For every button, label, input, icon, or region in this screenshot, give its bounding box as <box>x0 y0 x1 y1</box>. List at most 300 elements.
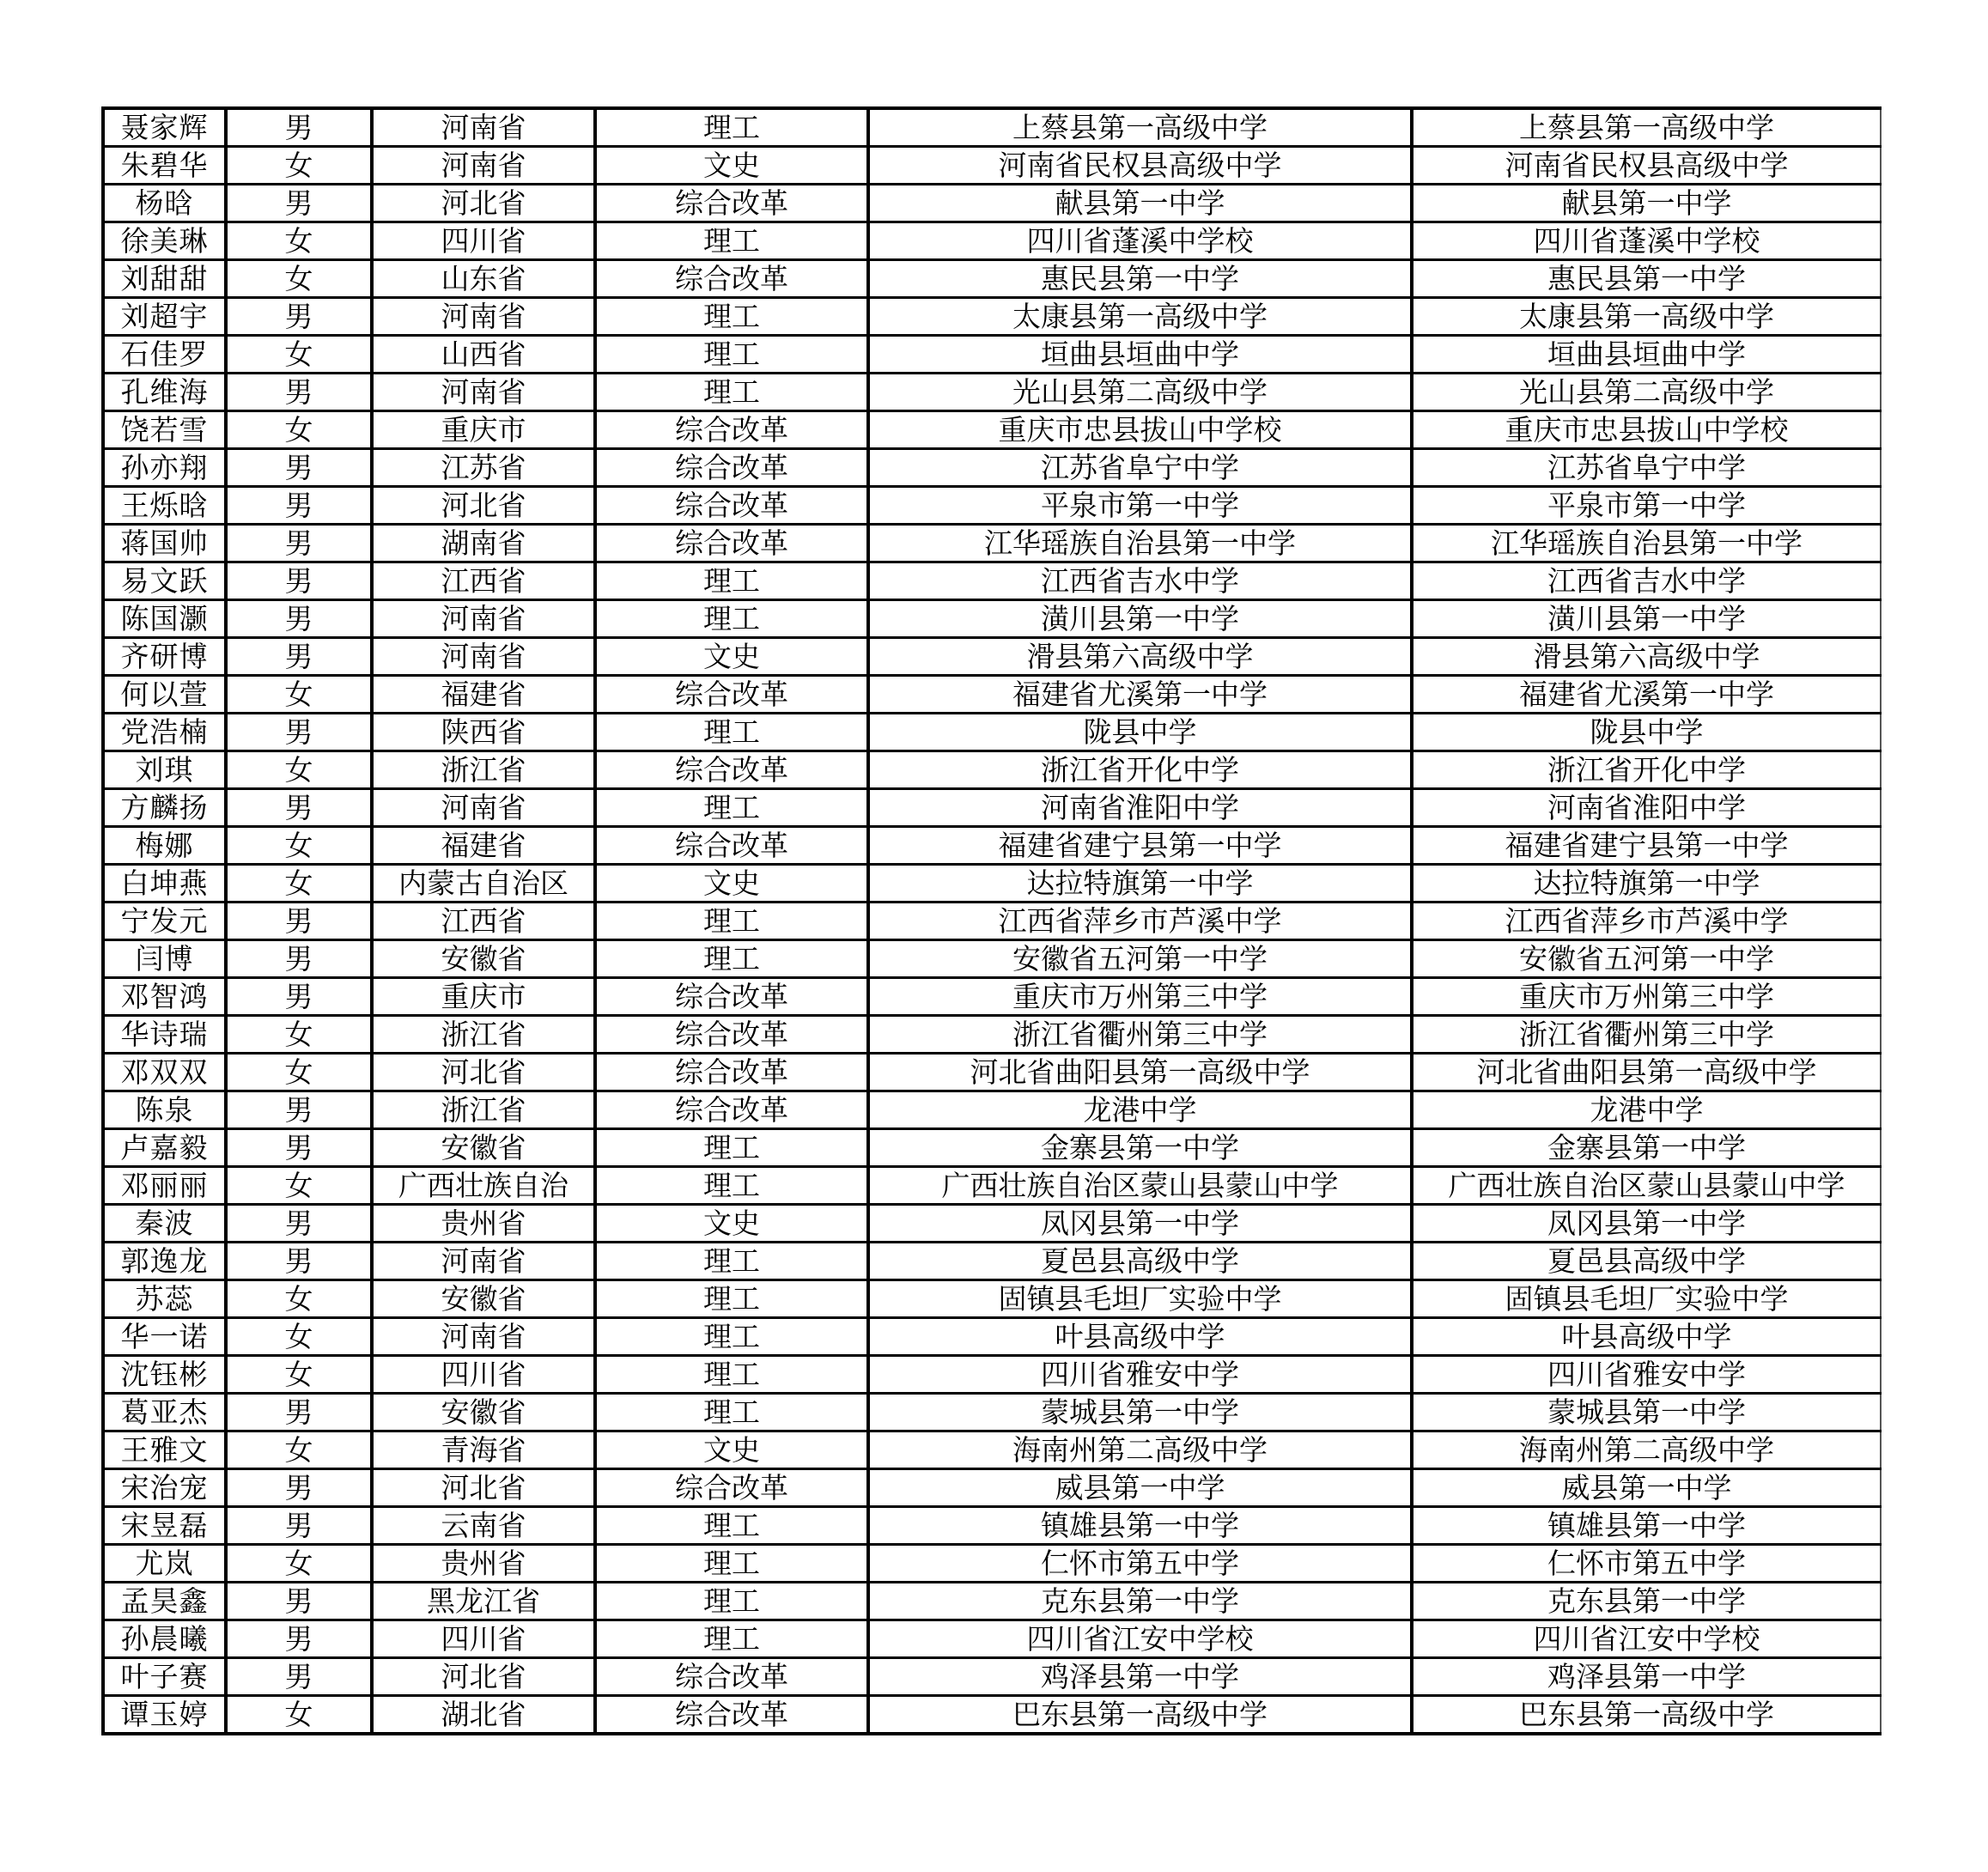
name-cell: 饶若雪 <box>103 411 226 449</box>
graduating-school-cell: 安徽省五河第一中学 <box>1412 940 1881 978</box>
table-row <box>103 336 1881 374</box>
graduating-school-cell: 龙港中学 <box>1412 1091 1881 1129</box>
province-cell: 安徽省 <box>372 1129 595 1167</box>
track-cell: 文史 <box>595 147 868 185</box>
graduating-school-cell: 河北省曲阳县第一高级中学 <box>1412 1054 1881 1091</box>
graduating-school-cell: 垣曲县垣曲中学 <box>1412 336 1881 374</box>
province-cell: 河南省 <box>372 108 595 147</box>
track-cell: 综合改革 <box>595 1696 868 1735</box>
gender-cell: 女 <box>226 1280 372 1318</box>
gender-cell: 男 <box>226 1469 372 1507</box>
name-cell: 卢嘉毅 <box>103 1129 226 1167</box>
province-cell: 河南省 <box>372 1318 595 1356</box>
table-row <box>103 1205 1881 1243</box>
gender-cell: 男 <box>226 1243 372 1280</box>
high-school-cell: 陇县中学 <box>868 714 1412 751</box>
table-row <box>103 940 1881 978</box>
high-school-cell: 重庆市忠县拔山中学校 <box>868 411 1412 449</box>
high-school-cell: 江苏省阜宁中学 <box>868 449 1412 487</box>
table-row <box>103 487 1881 525</box>
graduating-school-cell: 四川省蓬溪中学校 <box>1412 222 1881 260</box>
high-school-cell: 潢川县第一中学 <box>868 600 1412 638</box>
graduating-school-cell: 江西省萍乡市芦溪中学 <box>1412 903 1881 940</box>
graduating-school-cell: 巴东县第一高级中学 <box>1412 1696 1881 1735</box>
graduating-school-cell: 河南省民权县高级中学 <box>1412 147 1881 185</box>
table-row <box>103 108 1881 147</box>
table-row <box>103 1356 1881 1394</box>
track-cell: 综合改革 <box>595 978 868 1016</box>
province-cell: 河南省 <box>372 789 595 827</box>
name-cell: 方麟扬 <box>103 789 226 827</box>
province-cell: 河南省 <box>372 638 595 676</box>
province-cell: 湖北省 <box>372 1696 595 1735</box>
table-row <box>103 903 1881 940</box>
name-cell: 何以萱 <box>103 676 226 714</box>
graduating-school-cell: 固镇县毛坦厂实验中学 <box>1412 1280 1881 1318</box>
high-school-cell: 太康县第一高级中学 <box>868 298 1412 336</box>
high-school-cell: 鸡泽县第一中学 <box>868 1658 1412 1696</box>
name-cell: 尤岚 <box>103 1545 226 1583</box>
gender-cell: 男 <box>226 903 372 940</box>
province-cell: 河南省 <box>372 147 595 185</box>
province-cell: 河北省 <box>372 1054 595 1091</box>
roster-body <box>103 108 1881 1734</box>
table-row <box>103 1318 1881 1356</box>
track-cell: 综合改革 <box>595 525 868 562</box>
table-row <box>103 714 1881 751</box>
gender-cell: 女 <box>226 222 372 260</box>
high-school-cell: 四川省江安中学校 <box>868 1620 1412 1658</box>
name-cell: 党浩楠 <box>103 714 226 751</box>
gender-cell: 男 <box>226 374 372 411</box>
province-cell: 广西壮族自治 <box>372 1167 595 1205</box>
graduating-school-cell: 浙江省开化中学 <box>1412 751 1881 789</box>
name-cell: 叶子赛 <box>103 1658 226 1696</box>
high-school-cell: 达拉特旗第一中学 <box>868 865 1412 903</box>
name-cell: 秦波 <box>103 1205 226 1243</box>
table-row <box>103 1394 1881 1431</box>
table-row <box>103 525 1881 562</box>
gender-cell: 女 <box>226 1545 372 1583</box>
table-row <box>103 222 1881 260</box>
table-row <box>103 374 1881 411</box>
name-cell: 宋治宠 <box>103 1469 226 1507</box>
high-school-cell: 平泉市第一中学 <box>868 487 1412 525</box>
table-row <box>103 1167 1881 1205</box>
province-cell: 浙江省 <box>372 1091 595 1129</box>
table-row <box>103 676 1881 714</box>
province-cell: 重庆市 <box>372 978 595 1016</box>
gender-cell: 男 <box>226 1658 372 1696</box>
gender-cell: 男 <box>226 1205 372 1243</box>
graduating-school-cell: 河南省淮阳中学 <box>1412 789 1881 827</box>
graduating-school-cell: 克东县第一中学 <box>1412 1583 1881 1620</box>
province-cell: 四川省 <box>372 1356 595 1394</box>
graduating-school-cell: 叶县高级中学 <box>1412 1318 1881 1356</box>
gender-cell: 男 <box>226 108 372 147</box>
gender-cell: 女 <box>226 1054 372 1091</box>
name-cell: 刘超宇 <box>103 298 226 336</box>
graduating-school-cell: 鸡泽县第一中学 <box>1412 1658 1881 1696</box>
track-cell: 文史 <box>595 1205 868 1243</box>
province-cell: 浙江省 <box>372 1016 595 1054</box>
name-cell: 蒋国帅 <box>103 525 226 562</box>
gender-cell: 男 <box>226 449 372 487</box>
table-row <box>103 638 1881 676</box>
track-cell: 理工 <box>595 222 868 260</box>
province-cell: 贵州省 <box>372 1205 595 1243</box>
table-row <box>103 1129 1881 1167</box>
name-cell: 杨晗 <box>103 185 226 222</box>
province-cell: 河北省 <box>372 185 595 222</box>
track-cell: 理工 <box>595 940 868 978</box>
table-row <box>103 827 1881 865</box>
table-row <box>103 1469 1881 1507</box>
high-school-cell: 光山县第二高级中学 <box>868 374 1412 411</box>
table-row <box>103 298 1881 336</box>
gender-cell: 女 <box>226 1356 372 1394</box>
gender-cell: 男 <box>226 638 372 676</box>
name-cell: 刘甜甜 <box>103 260 226 298</box>
table-row <box>103 147 1881 185</box>
track-cell: 综合改革 <box>595 1658 868 1696</box>
graduating-school-cell: 海南州第二高级中学 <box>1412 1431 1881 1469</box>
province-cell: 浙江省 <box>372 751 595 789</box>
high-school-cell: 垣曲县垣曲中学 <box>868 336 1412 374</box>
high-school-cell: 克东县第一中学 <box>868 1583 1412 1620</box>
table-row <box>103 600 1881 638</box>
gender-cell: 女 <box>226 260 372 298</box>
province-cell: 云南省 <box>372 1507 595 1545</box>
name-cell: 邓双双 <box>103 1054 226 1091</box>
gender-cell: 男 <box>226 600 372 638</box>
high-school-cell: 江西省萍乡市芦溪中学 <box>868 903 1412 940</box>
name-cell: 闫博 <box>103 940 226 978</box>
name-cell: 陈泉 <box>103 1091 226 1129</box>
name-cell: 华诗瑞 <box>103 1016 226 1054</box>
high-school-cell: 四川省蓬溪中学校 <box>868 222 1412 260</box>
province-cell: 河南省 <box>372 298 595 336</box>
high-school-cell: 滑县第六高级中学 <box>868 638 1412 676</box>
track-cell: 文史 <box>595 865 868 903</box>
graduating-school-cell: 江华瑶族自治县第一中学 <box>1412 525 1881 562</box>
name-cell: 孙亦翔 <box>103 449 226 487</box>
name-cell: 华一诺 <box>103 1318 226 1356</box>
province-cell: 福建省 <box>372 827 595 865</box>
graduating-school-cell: 凤冈县第一中学 <box>1412 1205 1881 1243</box>
track-cell: 综合改革 <box>595 1469 868 1507</box>
graduating-school-cell: 达拉特旗第一中学 <box>1412 865 1881 903</box>
province-cell: 湖南省 <box>372 525 595 562</box>
name-cell: 谭玉婷 <box>103 1696 226 1735</box>
name-cell: 白坤燕 <box>103 865 226 903</box>
province-cell: 内蒙古自治区 <box>372 865 595 903</box>
name-cell: 苏蕊 <box>103 1280 226 1318</box>
high-school-cell: 固镇县毛坦厂实验中学 <box>868 1280 1412 1318</box>
track-cell: 理工 <box>595 108 868 147</box>
high-school-cell: 惠民县第一中学 <box>868 260 1412 298</box>
table-row <box>103 1091 1881 1129</box>
student-roster-table <box>101 106 1882 1735</box>
gender-cell: 男 <box>226 525 372 562</box>
graduating-school-cell: 浙江省衢州第三中学 <box>1412 1016 1881 1054</box>
gender-cell: 男 <box>226 298 372 336</box>
province-cell: 安徽省 <box>372 940 595 978</box>
track-cell: 综合改革 <box>595 1091 868 1129</box>
high-school-cell: 夏邑县高级中学 <box>868 1243 1412 1280</box>
graduating-school-cell: 滑县第六高级中学 <box>1412 638 1881 676</box>
table-row <box>103 562 1881 600</box>
graduating-school-cell: 光山县第二高级中学 <box>1412 374 1881 411</box>
table-row <box>103 1243 1881 1280</box>
track-cell: 文史 <box>595 1431 868 1469</box>
graduating-school-cell: 四川省雅安中学 <box>1412 1356 1881 1394</box>
high-school-cell: 凤冈县第一中学 <box>868 1205 1412 1243</box>
graduating-school-cell: 金寨县第一中学 <box>1412 1129 1881 1167</box>
graduating-school-cell: 太康县第一高级中学 <box>1412 298 1881 336</box>
name-cell: 朱碧华 <box>103 147 226 185</box>
graduating-school-cell: 夏邑县高级中学 <box>1412 1243 1881 1280</box>
gender-cell: 男 <box>226 487 372 525</box>
high-school-cell: 浙江省开化中学 <box>868 751 1412 789</box>
gender-cell: 女 <box>226 751 372 789</box>
table-row <box>103 185 1881 222</box>
name-cell: 聂家辉 <box>103 108 226 147</box>
graduating-school-cell: 福建省尤溪第一中学 <box>1412 676 1881 714</box>
gender-cell: 女 <box>226 1696 372 1735</box>
table-row <box>103 1583 1881 1620</box>
table-row <box>103 1620 1881 1658</box>
high-school-cell: 镇雄县第一中学 <box>868 1507 1412 1545</box>
table-row <box>103 1696 1881 1735</box>
name-cell: 沈钰彬 <box>103 1356 226 1394</box>
track-cell: 综合改革 <box>595 449 868 487</box>
track-cell: 理工 <box>595 374 868 411</box>
name-cell: 郭逸龙 <box>103 1243 226 1280</box>
track-cell: 理工 <box>595 1318 868 1356</box>
gender-cell: 女 <box>226 1167 372 1205</box>
province-cell: 河南省 <box>372 600 595 638</box>
track-cell: 综合改革 <box>595 411 868 449</box>
high-school-cell: 海南州第二高级中学 <box>868 1431 1412 1469</box>
gender-cell: 女 <box>226 336 372 374</box>
name-cell: 葛亚杰 <box>103 1394 226 1431</box>
table-row <box>103 1054 1881 1091</box>
graduating-school-cell: 仁怀市第五中学 <box>1412 1545 1881 1583</box>
gender-cell: 男 <box>226 789 372 827</box>
track-cell: 理工 <box>595 1129 868 1167</box>
gender-cell: 男 <box>226 978 372 1016</box>
track-cell: 理工 <box>595 1545 868 1583</box>
track-cell: 综合改革 <box>595 751 868 789</box>
graduating-school-cell: 惠民县第一中学 <box>1412 260 1881 298</box>
graduating-school-cell: 重庆市万州第三中学 <box>1412 978 1881 1016</box>
track-cell: 综合改革 <box>595 260 868 298</box>
gender-cell: 女 <box>226 411 372 449</box>
graduating-school-cell: 献县第一中学 <box>1412 185 1881 222</box>
graduating-school-cell: 重庆市忠县拔山中学校 <box>1412 411 1881 449</box>
table-row <box>103 1431 1881 1469</box>
high-school-cell: 河南省淮阳中学 <box>868 789 1412 827</box>
name-cell: 孔维海 <box>103 374 226 411</box>
high-school-cell: 巴东县第一高级中学 <box>868 1696 1412 1735</box>
province-cell: 黑龙江省 <box>372 1583 595 1620</box>
name-cell: 王雅文 <box>103 1431 226 1469</box>
high-school-cell: 河南省民权县高级中学 <box>868 147 1412 185</box>
high-school-cell: 献县第一中学 <box>868 185 1412 222</box>
gender-cell: 男 <box>226 1620 372 1658</box>
track-cell: 理工 <box>595 600 868 638</box>
gender-cell: 男 <box>226 1129 372 1167</box>
graduating-school-cell: 潢川县第一中学 <box>1412 600 1881 638</box>
table-row <box>103 1545 1881 1583</box>
track-cell: 综合改革 <box>595 827 868 865</box>
table-row <box>103 1507 1881 1545</box>
table-row <box>103 751 1881 789</box>
province-cell: 山西省 <box>372 336 595 374</box>
track-cell: 综合改革 <box>595 185 868 222</box>
name-cell: 陈国灏 <box>103 600 226 638</box>
province-cell: 河北省 <box>372 1469 595 1507</box>
province-cell: 四川省 <box>372 1620 595 1658</box>
gender-cell: 男 <box>226 185 372 222</box>
track-cell: 理工 <box>595 1583 868 1620</box>
track-cell: 文史 <box>595 638 868 676</box>
track-cell: 综合改革 <box>595 676 868 714</box>
graduating-school-cell: 陇县中学 <box>1412 714 1881 751</box>
track-cell: 理工 <box>595 1280 868 1318</box>
province-cell: 河南省 <box>372 1243 595 1280</box>
gender-cell: 男 <box>226 562 372 600</box>
province-cell: 江西省 <box>372 903 595 940</box>
province-cell: 安徽省 <box>372 1280 595 1318</box>
province-cell: 江西省 <box>372 562 595 600</box>
table-row <box>103 865 1881 903</box>
track-cell: 理工 <box>595 1167 868 1205</box>
name-cell: 石佳罗 <box>103 336 226 374</box>
name-cell: 邓智鸿 <box>103 978 226 1016</box>
track-cell: 综合改革 <box>595 1016 868 1054</box>
name-cell: 邓丽丽 <box>103 1167 226 1205</box>
high-school-cell: 河北省曲阳县第一高级中学 <box>868 1054 1412 1091</box>
track-cell: 理工 <box>595 714 868 751</box>
track-cell: 理工 <box>595 336 868 374</box>
track-cell: 理工 <box>595 1243 868 1280</box>
gender-cell: 女 <box>226 1016 372 1054</box>
province-cell: 重庆市 <box>372 411 595 449</box>
province-cell: 贵州省 <box>372 1545 595 1583</box>
name-cell: 徐美琳 <box>103 222 226 260</box>
graduating-school-cell: 福建省建宁县第一中学 <box>1412 827 1881 865</box>
high-school-cell: 重庆市万州第三中学 <box>868 978 1412 1016</box>
high-school-cell: 威县第一中学 <box>868 1469 1412 1507</box>
table-row <box>103 1016 1881 1054</box>
name-cell: 齐研博 <box>103 638 226 676</box>
gender-cell: 男 <box>226 1091 372 1129</box>
name-cell: 孟昊鑫 <box>103 1583 226 1620</box>
high-school-cell: 上蔡县第一高级中学 <box>868 108 1412 147</box>
table-row <box>103 449 1881 487</box>
table-row <box>103 789 1881 827</box>
track-cell: 理工 <box>595 1356 868 1394</box>
table-row <box>103 978 1881 1016</box>
high-school-cell: 仁怀市第五中学 <box>868 1545 1412 1583</box>
track-cell: 理工 <box>595 1394 868 1431</box>
province-cell: 河南省 <box>372 374 595 411</box>
name-cell: 孙晨曦 <box>103 1620 226 1658</box>
track-cell: 理工 <box>595 562 868 600</box>
gender-cell: 男 <box>226 1583 372 1620</box>
high-school-cell: 广西壮族自治区蒙山县蒙山中学 <box>868 1167 1412 1205</box>
province-cell: 江苏省 <box>372 449 595 487</box>
track-cell: 综合改革 <box>595 487 868 525</box>
high-school-cell: 叶县高级中学 <box>868 1318 1412 1356</box>
name-cell: 易文跃 <box>103 562 226 600</box>
high-school-cell: 福建省建宁县第一中学 <box>868 827 1412 865</box>
gender-cell: 男 <box>226 940 372 978</box>
track-cell: 理工 <box>595 1507 868 1545</box>
province-cell: 青海省 <box>372 1431 595 1469</box>
name-cell: 王烁晗 <box>103 487 226 525</box>
high-school-cell: 福建省尤溪第一中学 <box>868 676 1412 714</box>
track-cell: 综合改革 <box>595 1054 868 1091</box>
name-cell: 宁发元 <box>103 903 226 940</box>
gender-cell: 女 <box>226 147 372 185</box>
graduating-school-cell: 广西壮族自治区蒙山县蒙山中学 <box>1412 1167 1881 1205</box>
gender-cell: 女 <box>226 865 372 903</box>
table-row <box>103 260 1881 298</box>
province-cell: 陕西省 <box>372 714 595 751</box>
graduating-school-cell: 蒙城县第一中学 <box>1412 1394 1881 1431</box>
track-cell: 理工 <box>595 1620 868 1658</box>
gender-cell: 女 <box>226 676 372 714</box>
high-school-cell: 龙港中学 <box>868 1091 1412 1129</box>
province-cell: 福建省 <box>372 676 595 714</box>
name-cell: 宋昱磊 <box>103 1507 226 1545</box>
name-cell: 梅娜 <box>103 827 226 865</box>
province-cell: 安徽省 <box>372 1394 595 1431</box>
graduating-school-cell: 江苏省阜宁中学 <box>1412 449 1881 487</box>
table-row <box>103 1658 1881 1696</box>
track-cell: 理工 <box>595 903 868 940</box>
graduating-school-cell: 上蔡县第一高级中学 <box>1412 108 1881 147</box>
high-school-cell: 江西省吉水中学 <box>868 562 1412 600</box>
province-cell: 河北省 <box>372 1658 595 1696</box>
gender-cell: 男 <box>226 1507 372 1545</box>
province-cell: 四川省 <box>372 222 595 260</box>
high-school-cell: 江华瑶族自治县第一中学 <box>868 525 1412 562</box>
gender-cell: 男 <box>226 1394 372 1431</box>
graduating-school-cell: 镇雄县第一中学 <box>1412 1507 1881 1545</box>
high-school-cell: 四川省雅安中学 <box>868 1356 1412 1394</box>
graduating-school-cell: 威县第一中学 <box>1412 1469 1881 1507</box>
province-cell: 河北省 <box>372 487 595 525</box>
track-cell: 理工 <box>595 298 868 336</box>
graduating-school-cell: 平泉市第一中学 <box>1412 487 1881 525</box>
high-school-cell: 安徽省五河第一中学 <box>868 940 1412 978</box>
gender-cell: 女 <box>226 1318 372 1356</box>
track-cell: 理工 <box>595 789 868 827</box>
gender-cell: 男 <box>226 714 372 751</box>
high-school-cell: 金寨县第一中学 <box>868 1129 1412 1167</box>
graduating-school-cell: 江西省吉水中学 <box>1412 562 1881 600</box>
table-row <box>103 411 1881 449</box>
province-cell: 山东省 <box>372 260 595 298</box>
graduating-school-cell: 四川省江安中学校 <box>1412 1620 1881 1658</box>
gender-cell: 女 <box>226 1431 372 1469</box>
high-school-cell: 浙江省衢州第三中学 <box>868 1016 1412 1054</box>
table-row <box>103 1280 1881 1318</box>
